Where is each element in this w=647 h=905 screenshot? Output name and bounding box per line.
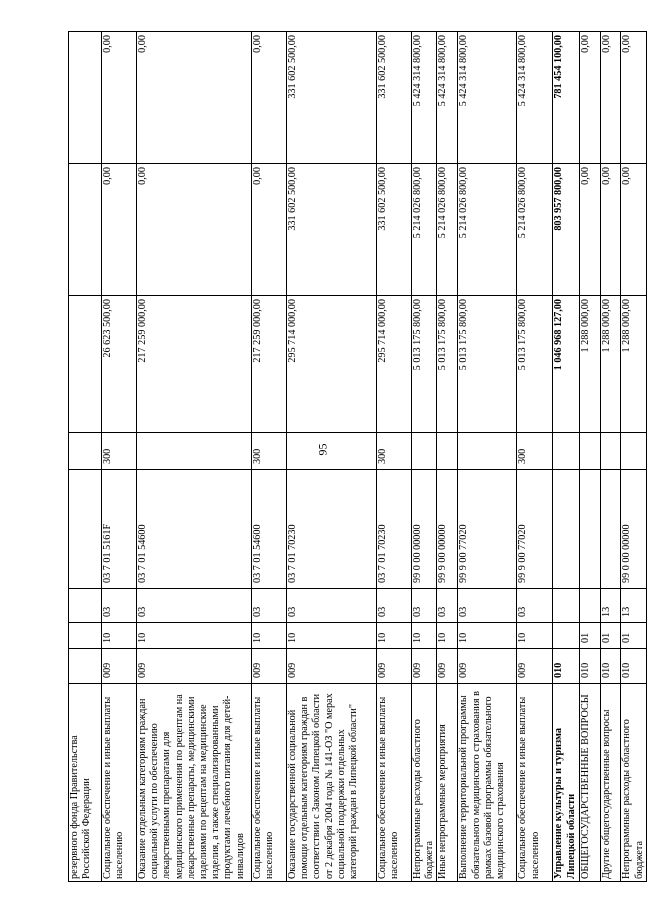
cell-ministry-code [69, 649, 102, 684]
table-row [377, 32, 412, 882]
cell-target-article [553, 470, 580, 589]
cell-subsection: 03 [287, 589, 377, 623]
cell-amount-year-3 [69, 32, 102, 164]
budget-table-body [69, 32, 647, 882]
cell-subsection: 03 [437, 589, 458, 623]
cell-amount-year-2: 5 214 026 800,00 [412, 164, 437, 296]
cell-expense-type [621, 433, 646, 470]
cell-section: 01 [580, 623, 601, 649]
budget-table-container [68, 32, 645, 882]
cell-target-article: 03 7 01 70230 [377, 470, 412, 589]
cell-amount-year-1: 1 046 968 127,00 [553, 296, 580, 433]
cell-amount-year-2: 0,00 [601, 164, 621, 296]
cell-section: 10 [102, 623, 137, 649]
cell-target-article: 99 0 00 00000 [412, 470, 437, 589]
cell-target-article: 03 7 01 5161F [102, 470, 137, 589]
cell-amount-year-2: 0,00 [102, 164, 137, 296]
cell-amount-year-3: 781 454 100,00 [553, 32, 580, 164]
cell-amount-year-2 [69, 164, 102, 296]
cell-expense-type [458, 433, 517, 470]
cell-name: Социальное обеспечение и иные выплаты населению [102, 684, 137, 882]
cell-amount-year-3: 5 424 314 800,00 [437, 32, 458, 164]
cell-target-article [580, 470, 601, 589]
cell-subsection: 03 [252, 589, 287, 623]
cell-expense-type [69, 433, 102, 470]
cell-amount-year-3: 0,00 [621, 32, 646, 164]
cell-ministry-code: 010 [580, 649, 601, 684]
cell-amount-year-1: 5 013 175 800,00 [517, 296, 553, 433]
cell-ministry-code: 009 [437, 649, 458, 684]
cell-amount-year-2: 0,00 [137, 164, 252, 296]
cell-subsection [69, 589, 102, 623]
cell-amount-year-3: 0,00 [137, 32, 252, 164]
cell-amount-year-2: 331 602 500,00 [287, 164, 377, 296]
cell-section: 10 [137, 623, 252, 649]
cell-expense-type: 300 [517, 433, 553, 470]
cell-expense-type [137, 433, 252, 470]
cell-amount-year-2: 5 214 026 800,00 [517, 164, 553, 296]
cell-name: ОБЩЕГОСУДАРСТВЕННЫЕ ВОПРОСЫ [580, 684, 601, 882]
cell-amount-year-2: 5 214 026 800,00 [458, 164, 517, 296]
cell-ministry-code: 009 [458, 649, 517, 684]
cell-name: Непрограммные расходы областного бюджета [412, 684, 437, 882]
cell-name: Другие общегосударственные вопросы [601, 684, 621, 882]
cell-section [69, 623, 102, 649]
cell-amount-year-1: 26 623 500,00 [102, 296, 137, 433]
cell-section: 10 [287, 623, 377, 649]
table-row [458, 32, 517, 882]
table-row [252, 32, 287, 882]
cell-section: 10 [377, 623, 412, 649]
cell-amount-year-3: 5 424 314 800,00 [517, 32, 553, 164]
cell-subsection: 03 [102, 589, 137, 623]
cell-section: 10 [458, 623, 517, 649]
cell-amount-year-1: 5 013 175 800,00 [458, 296, 517, 433]
table-row [517, 32, 553, 882]
cell-target-article: 99 9 00 77020 [517, 470, 553, 589]
cell-expense-type [287, 433, 377, 470]
cell-target-article: 03 7 01 70230 [287, 470, 377, 589]
cell-amount-year-1: 295 714 000,00 [377, 296, 412, 433]
cell-expense-type: 300 [252, 433, 287, 470]
cell-target-article: 99 9 00 77020 [458, 470, 517, 589]
cell-amount-year-3: 331 602 500,00 [377, 32, 412, 164]
cell-amount-year-1: 5 013 175 800,00 [412, 296, 437, 433]
cell-target-article: 03 7 01 54600 [137, 470, 252, 589]
table-row [102, 32, 137, 882]
cell-subsection: 03 [458, 589, 517, 623]
cell-section: 10 [412, 623, 437, 649]
cell-amount-year-1: 1 288 000,00 [580, 296, 601, 433]
cell-subsection [553, 589, 580, 623]
cell-ministry-code: 009 [412, 649, 437, 684]
cell-expense-type [553, 433, 580, 470]
cell-amount-year-3: 331 602 500,00 [287, 32, 377, 164]
cell-expense-type [601, 433, 621, 470]
cell-amount-year-1: 295 714 000,00 [287, 296, 377, 433]
cell-amount-year-3: 0,00 [601, 32, 621, 164]
table-row [287, 32, 377, 882]
cell-amount-year-3: 0,00 [580, 32, 601, 164]
cell-amount-year-3: 5 424 314 800,00 [412, 32, 437, 164]
cell-target-article: 99 9 00 00000 [437, 470, 458, 589]
cell-name: Непрограммные расходы областного бюджета [621, 684, 646, 882]
cell-subsection: 03 [517, 589, 553, 623]
cell-amount-year-2: 0,00 [252, 164, 287, 296]
cell-ministry-code: 010 [621, 649, 646, 684]
cell-ministry-code: 010 [553, 649, 580, 684]
table-row [137, 32, 252, 882]
cell-amount-year-3: 0,00 [252, 32, 287, 164]
table-row [553, 32, 580, 882]
table-row [601, 32, 621, 882]
cell-ministry-code: 009 [287, 649, 377, 684]
cell-section: 10 [252, 623, 287, 649]
table-row [621, 32, 646, 882]
cell-amount-year-3: 5 424 314 800,00 [458, 32, 517, 164]
cell-name: Социальное обеспечение и иные выплаты населению [517, 684, 553, 882]
cell-subsection: 13 [621, 589, 646, 623]
cell-subsection: 03 [412, 589, 437, 623]
cell-section: 01 [621, 623, 646, 649]
cell-amount-year-2: 803 957 800,00 [553, 164, 580, 296]
cell-ministry-code: 009 [137, 649, 252, 684]
cell-amount-year-3: 0,00 [102, 32, 137, 164]
cell-expense-type [412, 433, 437, 470]
cell-amount-year-1: 1 288 000,00 [621, 296, 646, 433]
cell-section [553, 623, 580, 649]
cell-amount-year-1: 5 013 175 800,00 [437, 296, 458, 433]
cell-target-article: 03 7 01 54600 [252, 470, 287, 589]
cell-name: Управление культуры и туризма Липецкой области [553, 684, 580, 882]
cell-amount-year-1: 217 259 000,00 [137, 296, 252, 433]
cell-expense-type: 300 [377, 433, 412, 470]
cell-name: Оказание отдельным категориям граждан социальной услуги по обеспечению лекарственными препаратами для медицинского применения по рецептам на лекарственные препараты, медицинскими изделиями по рецептам на медицинские изделия, а также специализированными продуктами лечебного питания для детей-инвалидов [137, 684, 252, 882]
cell-amount-year-1: 217 259 000,00 [252, 296, 287, 433]
cell-target-article [601, 470, 621, 589]
cell-amount-year-2: 0,00 [621, 164, 646, 296]
cell-section: 10 [437, 623, 458, 649]
table-row [580, 32, 601, 882]
cell-section: 10 [517, 623, 553, 649]
cell-ministry-code: 009 [252, 649, 287, 684]
table-row [412, 32, 437, 882]
cell-expense-type [437, 433, 458, 470]
cell-section: 01 [601, 623, 621, 649]
cell-ministry-code: 009 [102, 649, 137, 684]
cell-subsection: 03 [137, 589, 252, 623]
cell-subsection [580, 589, 601, 623]
cell-expense-type: 300 [102, 433, 137, 470]
cell-subsection: 13 [601, 589, 621, 623]
cell-name: Выполнение территориальной программы обязательного медицинского страхования в рамках базовой программы обязательного медицинского страхования [458, 684, 517, 882]
cell-amount-year-2: 5 214 026 800,00 [437, 164, 458, 296]
cell-name: Оказание государственной социальной помощи отдельным категориям граждан в соответствии с Законом Липецкой области от 2 декабря 2004 года № 141-ОЗ "О мерах социальной поддержки отдельных категорий граждан в Липецкой области" [287, 684, 377, 882]
cell-subsection: 03 [377, 589, 412, 623]
cell-expense-type [580, 433, 601, 470]
cell-amount-year-2: 331 602 500,00 [377, 164, 412, 296]
cell-amount-year-1: 1 288 000,00 [601, 296, 621, 433]
table-row [437, 32, 458, 882]
cell-ministry-code: 009 [377, 649, 412, 684]
table-row [69, 32, 102, 882]
cell-amount-year-2: 0,00 [580, 164, 601, 296]
cell-amount-year-1 [69, 296, 102, 433]
cell-name: Социальное обеспечение и иные выплаты населению [377, 684, 412, 882]
budget-table [68, 31, 647, 882]
page-number: 95 [315, 443, 330, 456]
cell-name: Иные непрограммные мероприятия [437, 684, 458, 882]
cell-ministry-code: 009 [517, 649, 553, 684]
cell-ministry-code: 010 [601, 649, 621, 684]
cell-target-article: 99 0 00 00000 [621, 470, 646, 589]
cell-target-article [69, 470, 102, 589]
cell-name: резервного фонда Правительства Российской Федерации [69, 684, 102, 882]
cell-name: Социальное обеспечение и иные выплаты населению [252, 684, 287, 882]
